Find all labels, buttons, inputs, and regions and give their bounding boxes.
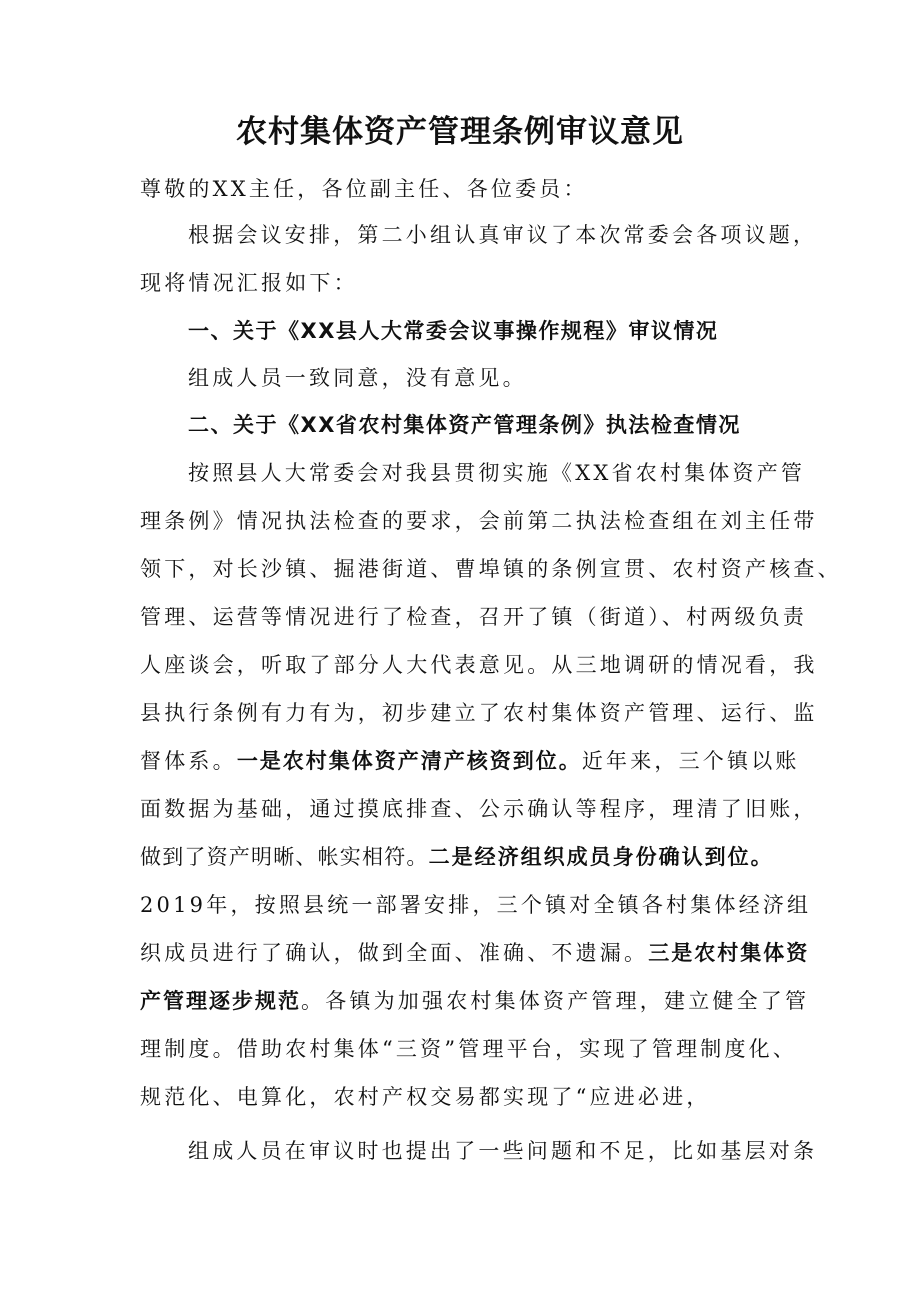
- paragraph-line: 按照县人大常委会对我县贯彻实施《XX省农村集体资产管: [188, 461, 806, 485]
- paragraph-line: 领下，对长沙镇、掘港街道、曹埠镇的条例宣贯、农村资产核查、: [140, 557, 842, 581]
- section-heading-1: 一、关于《XX县人大常委会议事操作规程》审议情况: [188, 319, 719, 343]
- text-run: 督体系。: [140, 749, 237, 773]
- paragraph-line: 理制度。借助农村集体“三资”管理平台，实现了管理制度化、: [140, 1037, 798, 1061]
- section-heading-2: 二、关于《XX省农村集体资产管理条例》执法检查情况: [188, 413, 741, 437]
- paragraph-line: 根据会议安排，第二小组认真审议了本次常委会各项议题，: [188, 223, 818, 247]
- paragraph-line: 理条例》情况执法检查的要求，会前第二执法检查组在刘主任带: [140, 509, 818, 533]
- paragraph-line: 2019年，按照县统一部署安排，三个镇对全镇各村集体经济组: [140, 893, 812, 917]
- paragraph-line: [140, 934, 810, 972]
- bold-point-3: 三是农村集体资: [648, 941, 810, 965]
- salutation: 尊敬的XX主任，各位副主任、各位委员：: [140, 177, 588, 201]
- bold-point-3-cont: 产管理逐步规范: [140, 989, 301, 1013]
- paragraph-line: 管理、运营等情况进行了检查，召开了镇（街道）、村两级负责: [140, 605, 808, 629]
- text-run: 近年来，三个镇以账: [581, 749, 800, 773]
- paragraph-line: 现将情况汇报如下：: [140, 271, 358, 295]
- document-title: 农村集体资产管理条例审议意见: [236, 114, 684, 150]
- text-run: 织成员进行了确认，做到全面、准确、不遗漏。: [140, 941, 649, 965]
- paragraph-line: 人座谈会，听取了部分人大代表意见。从三地调研的情况看，我: [140, 653, 818, 677]
- paragraph-line: 组成人员一致同意，没有意见。: [188, 366, 527, 390]
- bold-point-1: 一是农村集体资产清产核资到位。: [236, 749, 582, 773]
- paragraph-line: [140, 742, 800, 780]
- bold-point-2: 二是经济组织成员身份确认到位。: [428, 845, 774, 869]
- paragraph-line: 组成人员在审议时也提出了一些问题和不足，比如基层对条: [188, 1139, 818, 1163]
- paragraph-line: [140, 982, 810, 1020]
- paragraph-line: 面数据为基础，通过摸底排查、公示确认等程序，理清了旧账，: [140, 797, 818, 821]
- paragraph-line: [140, 838, 800, 876]
- paragraph-line: 规范化、电算化，农村产权交易都实现了“应进必进，: [140, 1085, 711, 1109]
- paragraph-line: 县执行条例有力有为，初步建立了农村集体资产管理、运行、监: [140, 701, 818, 725]
- text-run: 。各镇为加强农村集体资产管理，建立健全了管: [301, 989, 810, 1013]
- text-run: 做到了资产明晰、帐实相符。: [140, 845, 429, 869]
